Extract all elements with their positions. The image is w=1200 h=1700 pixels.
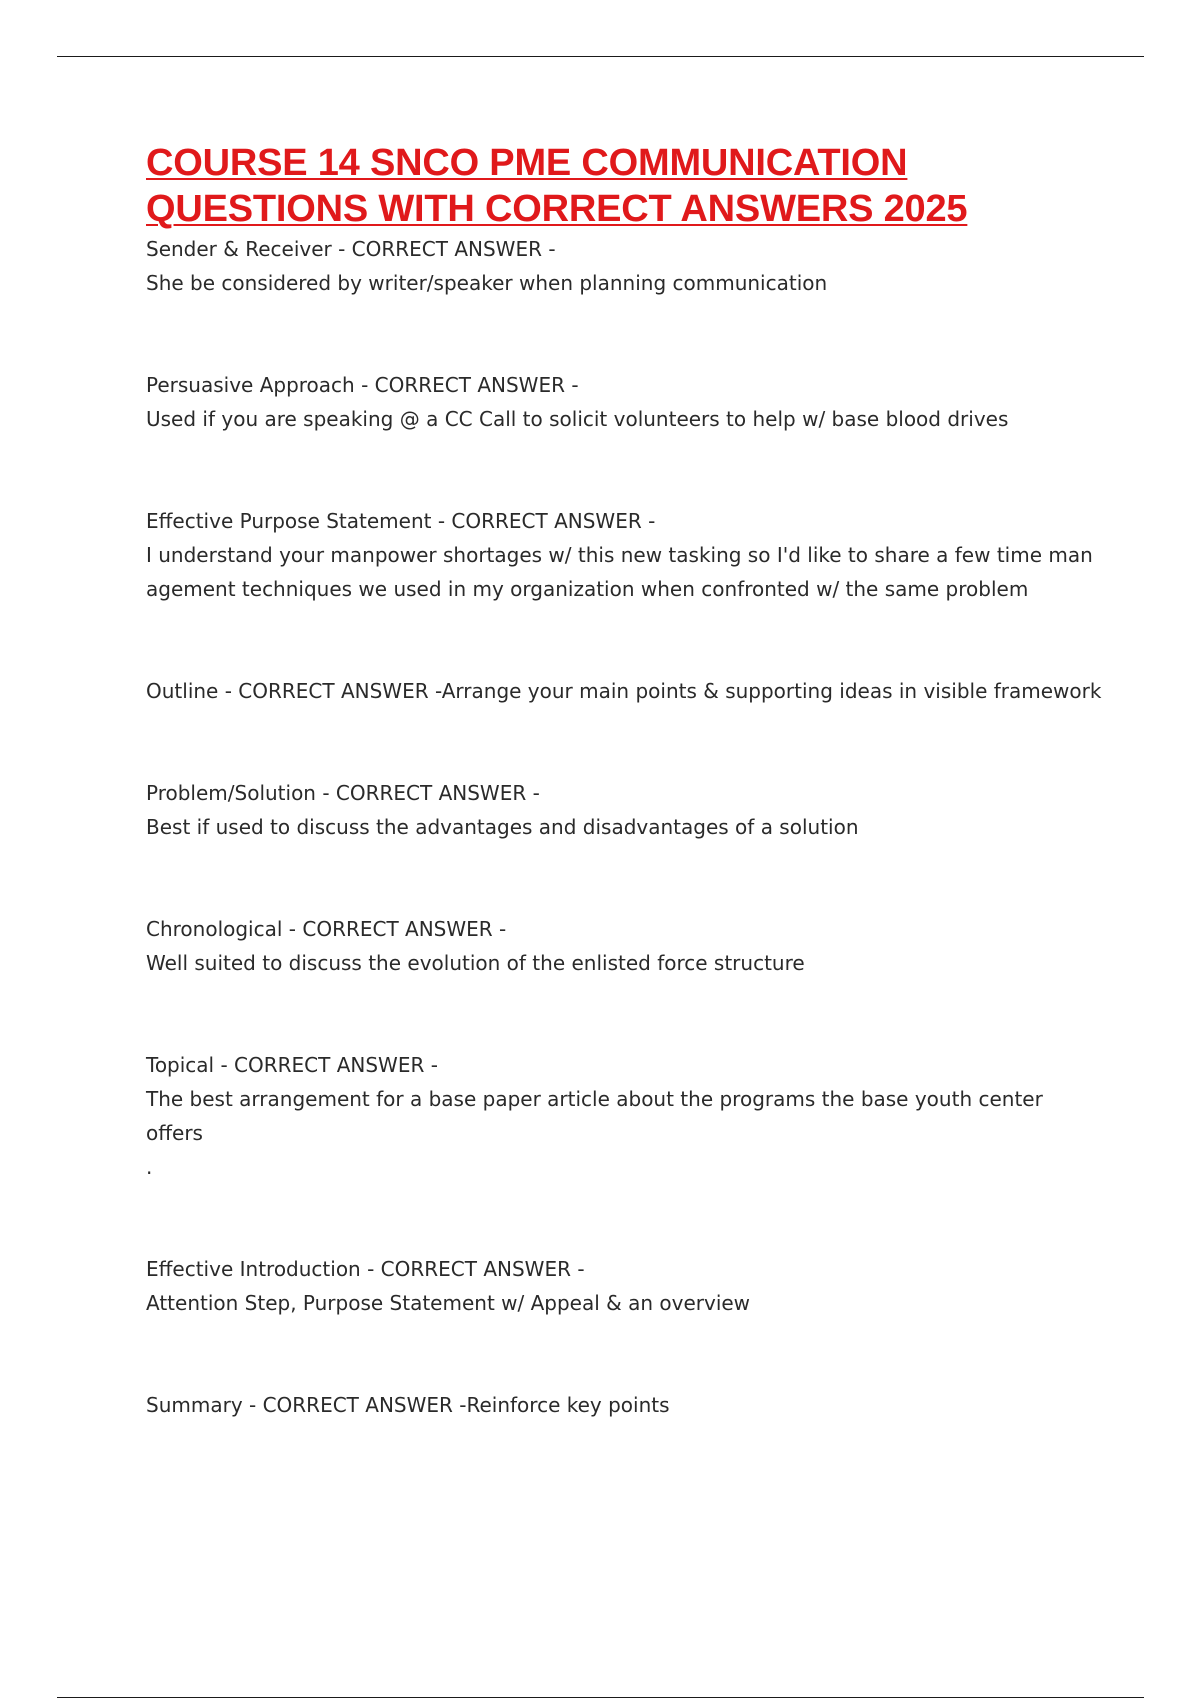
qa-term: Effective Purpose Statement - CORRECT ANSWER - bbox=[146, 509, 656, 533]
qa-answer: Well suited to discuss the evolution of the enlisted force structure bbox=[146, 951, 805, 975]
qa-term: Persuasive Approach - CORRECT ANSWER - bbox=[146, 373, 579, 397]
qa-answer: She be considered by writer/speaker when planning communication bbox=[146, 271, 828, 295]
qa-item bbox=[146, 1252, 1106, 1320]
title-line-2: QUESTIONS WITH CORRECT ANSWERS 2025 bbox=[146, 188, 968, 230]
qa-list bbox=[146, 232, 1106, 1422]
page-top-rule bbox=[57, 56, 1144, 57]
qa-term: Effective Introduction - CORRECT ANSWER - bbox=[146, 1257, 585, 1281]
document-title bbox=[146, 140, 1106, 232]
qa-item bbox=[146, 912, 1106, 980]
qa-answer: The best arrangement for a base paper article about the programs the base youth center offers . bbox=[146, 1087, 1043, 1179]
qa-answer: Used if you are speaking @ a CC Call to solicit volunteers to help w/ base blood drives bbox=[146, 407, 1009, 431]
qa-item bbox=[146, 368, 1106, 436]
qa-term: Sender & Receiver - CORRECT ANSWER - bbox=[146, 237, 556, 261]
qa-term: Problem/Solution - CORRECT ANSWER - bbox=[146, 781, 540, 805]
qa-term: Topical - CORRECT ANSWER - bbox=[146, 1053, 438, 1077]
qa-answer: Best if used to discuss the advantages and disadvantages of a solution bbox=[146, 815, 859, 839]
qa-answer: I understand your manpower shortages w/ this new tasking so I'd like to share a few time man agement techniques we used in my organization when confronted w/ the same problem bbox=[146, 543, 1093, 601]
qa-term: Chronological - CORRECT ANSWER - bbox=[146, 917, 507, 941]
qa-item bbox=[146, 504, 1106, 606]
qa-term: Outline - CORRECT ANSWER -Arrange your main points & supporting ideas in visible framework bbox=[146, 679, 1102, 703]
document-body bbox=[146, 140, 1106, 1490]
qa-answer: Attention Step, Purpose Statement w/ Appeal & an overview bbox=[146, 1291, 751, 1315]
title-line-1: COURSE 14 SNCO PME COMMUNICATION bbox=[146, 142, 908, 184]
qa-item bbox=[146, 1048, 1106, 1184]
qa-item bbox=[146, 776, 1106, 844]
qa-term: Summary - CORRECT ANSWER -Reinforce key points bbox=[146, 1393, 670, 1417]
qa-item bbox=[146, 232, 1106, 300]
page-bottom-rule bbox=[57, 1697, 1144, 1698]
qa-item bbox=[146, 674, 1106, 708]
qa-item bbox=[146, 1388, 1106, 1422]
